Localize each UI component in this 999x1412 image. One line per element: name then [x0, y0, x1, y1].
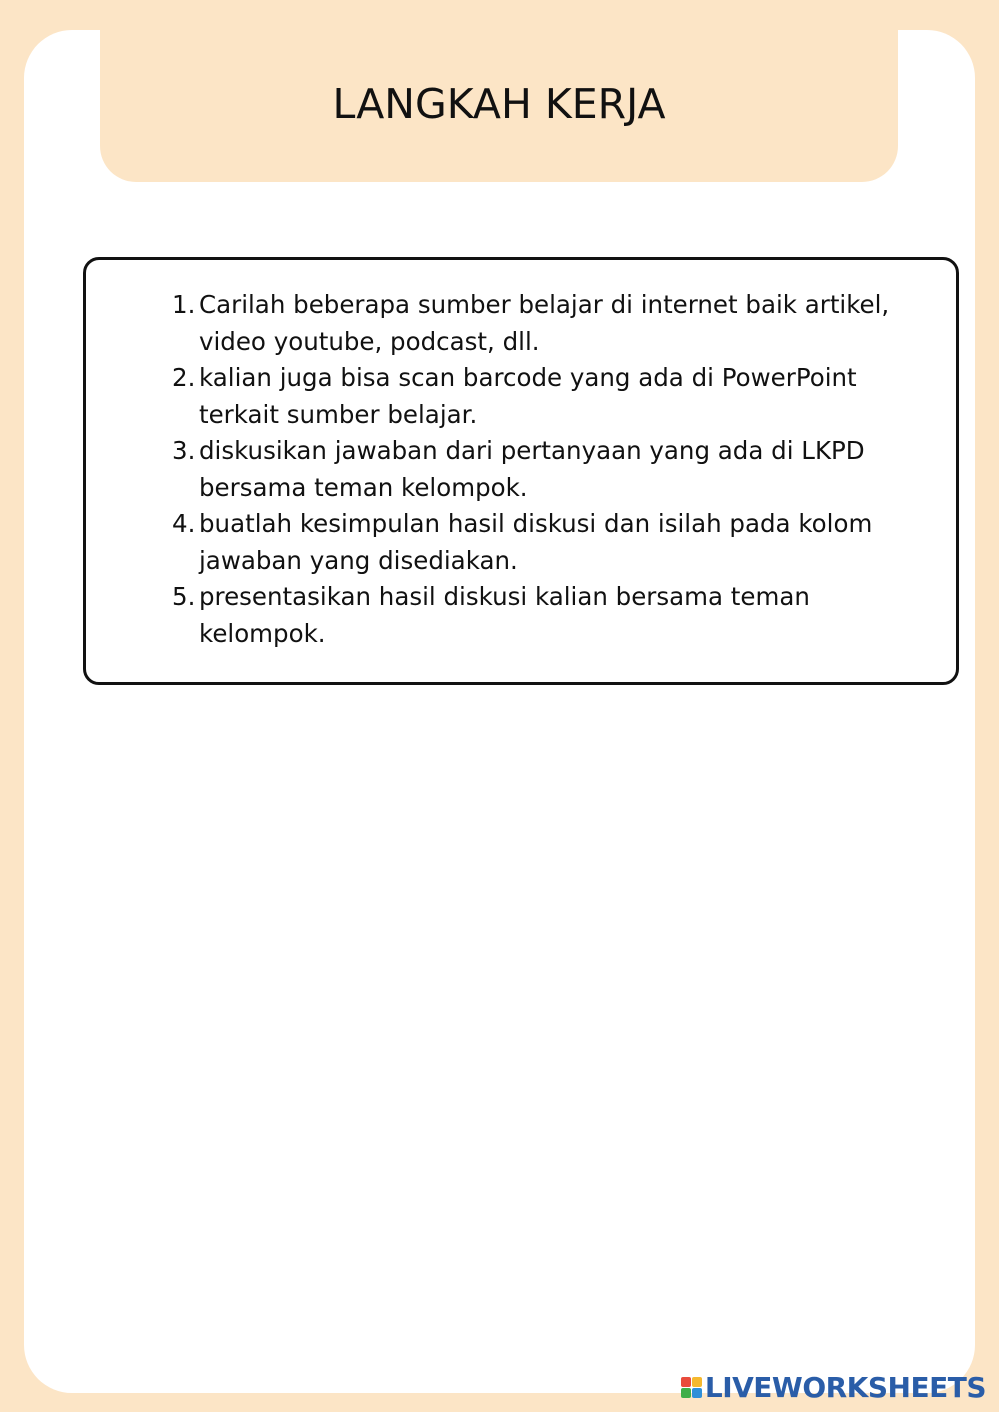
- step-text: kalian juga bisa scan barcode yang ada di PowerPoint terkait sumber belajar.: [199, 363, 857, 429]
- worksheet-card: [24, 30, 975, 1393]
- page-title: LANGKAH KERJA: [332, 80, 666, 128]
- step-number: 4.: [172, 509, 196, 538]
- title-banner: [100, 28, 898, 182]
- step-item: [172, 360, 932, 433]
- step-item: [172, 287, 932, 360]
- step-number: 3.: [172, 436, 196, 465]
- steps-list: [172, 287, 932, 652]
- brand-name: LIVEWORKSHEETS: [704, 1370, 986, 1404]
- step-item: [172, 433, 932, 506]
- step-text: Carilah beberapa sumber belajar di internet baik artikel, video youtube, podcast, dll.: [199, 290, 890, 356]
- step-text: diskusikan jawaban dari pertanyaan yang ada di LKPD bersama teman kelompok.: [199, 436, 865, 502]
- step-number: 5.: [172, 582, 196, 611]
- liveworksheets-logo-icon: [681, 1377, 702, 1398]
- step-text: presentasikan hasil diskusi kalian bersama teman kelompok.: [199, 582, 810, 648]
- step-number: 2.: [172, 363, 196, 392]
- step-text: buatlah kesimpulan hasil diskusi dan isilah pada kolom jawaban yang disediakan.: [199, 509, 873, 575]
- step-number: 1.: [172, 290, 196, 319]
- step-item: [172, 579, 932, 652]
- step-item: [172, 506, 932, 579]
- steps-box: [83, 257, 959, 685]
- liveworksheets-brand[interactable]: [681, 1372, 986, 1402]
